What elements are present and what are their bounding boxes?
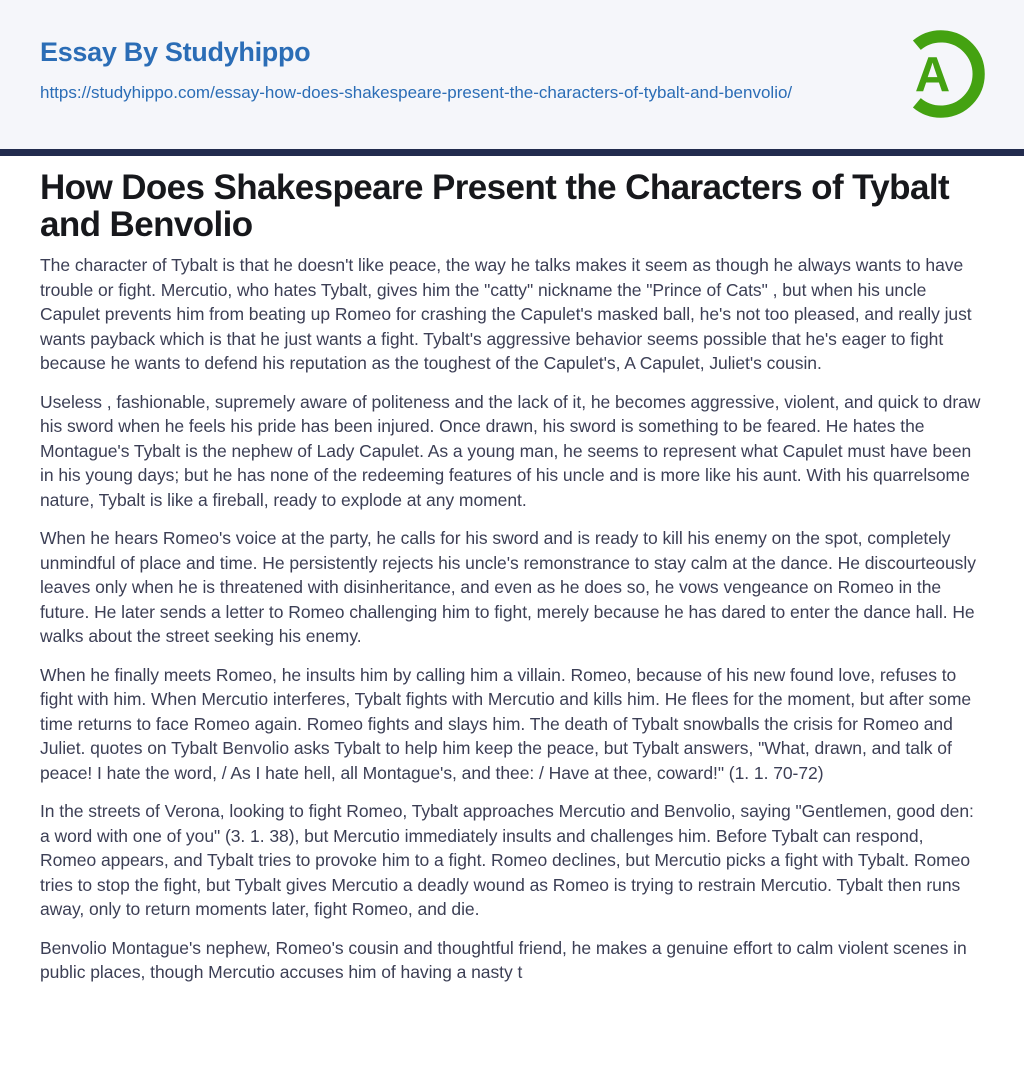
- studyhippo-logo: [894, 27, 988, 121]
- essay-title: How Does Shakespeare Present the Characters of Tybalt and Benvolio: [40, 168, 949, 244]
- essay-paragraph-6: Benvolio Montague's nephew, Romeo's cousin and thoughtful friend, he makes a genuine effort to calm violent scenes in public places, though Mercutio accuses him of having a nasty t: [40, 937, 967, 982]
- essay-paragraph-3: When he hears Romeo's voice at the party, he calls for his sword and is ready to kill his enemy on the spot, completely unmindful of place and time. He persistently rejects his uncle's remonstrance to stay calm at the dance. He discourteously leaves only when he is threatened with disinheritance, and even as he does so, he vows vengeance on Romeo in the future. He later sends a letter to Romeo challenging him to fight, merely because he has dared to enter the dance hall. He walks about the street seeking his enemy.: [40, 528, 976, 646]
- essay-paragraph-5: In the streets of Verona, looking to fight Romeo, Tybalt approaches Mercutio and Benvolio, saying "Gentlemen, good den: a word with one of you" (3. 1. 38), but Mercutio immediately insults and challenges him. Before Tybalt can respond, Romeo appears, and Tybalt tries to provoke him to a fight. Romeo declines, but Mercutio picks a fight with Tybalt. Romeo tries to stop the fight, but Tybalt gives Mercutio a deadly wound as Romeo is trying to restrain Mercutio. Tybalt then runs away, only to return moments later, fight Romeo, and die.: [40, 801, 974, 919]
- logo-letter: A: [914, 47, 951, 102]
- header-divider: [0, 149, 1024, 156]
- site-title: Essay By Studyhippo: [40, 37, 311, 67]
- essay-url-link[interactable]: https://studyhippo.com/essay-how-does-shakespeare-present-the-characters-of-tybalt-and-benvolio/: [40, 83, 793, 102]
- essay-paragraph-2: Useless , fashionable, supremely aware of politeness and the lack of it, he becomes aggressive, violent, and quick to draw his sword when he feels his pride has been injured. Once drawn, his sword is something to be feared. He hates the Montague's Tybalt is the nephew of Lady Capulet. As a young man, he seems to represent what Capulet must have been in his young days; but he has none of the redeeming features of his uncle and is more like his aunt. With his quarrelsome nature, Tybalt is like a fireball, ready to explode at any moment.: [40, 391, 981, 510]
- essay-paragraph-4: When he finally meets Romeo, he insults him by calling him a villain. Romeo, because of his new found love, refuses to fight with him. When Mercutio interferes, Tybalt fights with Mercutio and kills him. He flees for the moment, but after some time returns to face Romeo again. Romeo fights and slays him. The death of Tybalt snowballs the crisis for Romeo and Juliet. quotes on Tybalt Benvolio asks Tybalt to help him keep the peace, but Tybalt answers, "What, drawn, and talk of peace! I hate the word, / As I hate hell, all Montague's, and thee: / Have at thee, coward!" (1. 1. 70-72): [40, 664, 972, 783]
- essay-paragraph-1: The character of Tybalt is that he doesn't like peace, the way he talks makes it seem as though he always wants to have trouble or fight. Mercutio, who hates Tybalt, gives him the "catty" nickname the "Prince of Cats" , but when his uncle Capulet prevents him from beating up Romeo for crashing the Capulet's masked ball, he's not too pleased, and really just wants payback which is that he just wants a fight. Tybalt's aggressive behavior seems possible that he's eager to fight because he wants to defend his reputation as the toughest of the Capulet's, A Capulet, Juliet's cousin.: [40, 255, 972, 373]
- page-header: [0, 0, 1024, 149]
- logo-arc-icon: [894, 27, 988, 121]
- essay-article: [0, 169, 1024, 985]
